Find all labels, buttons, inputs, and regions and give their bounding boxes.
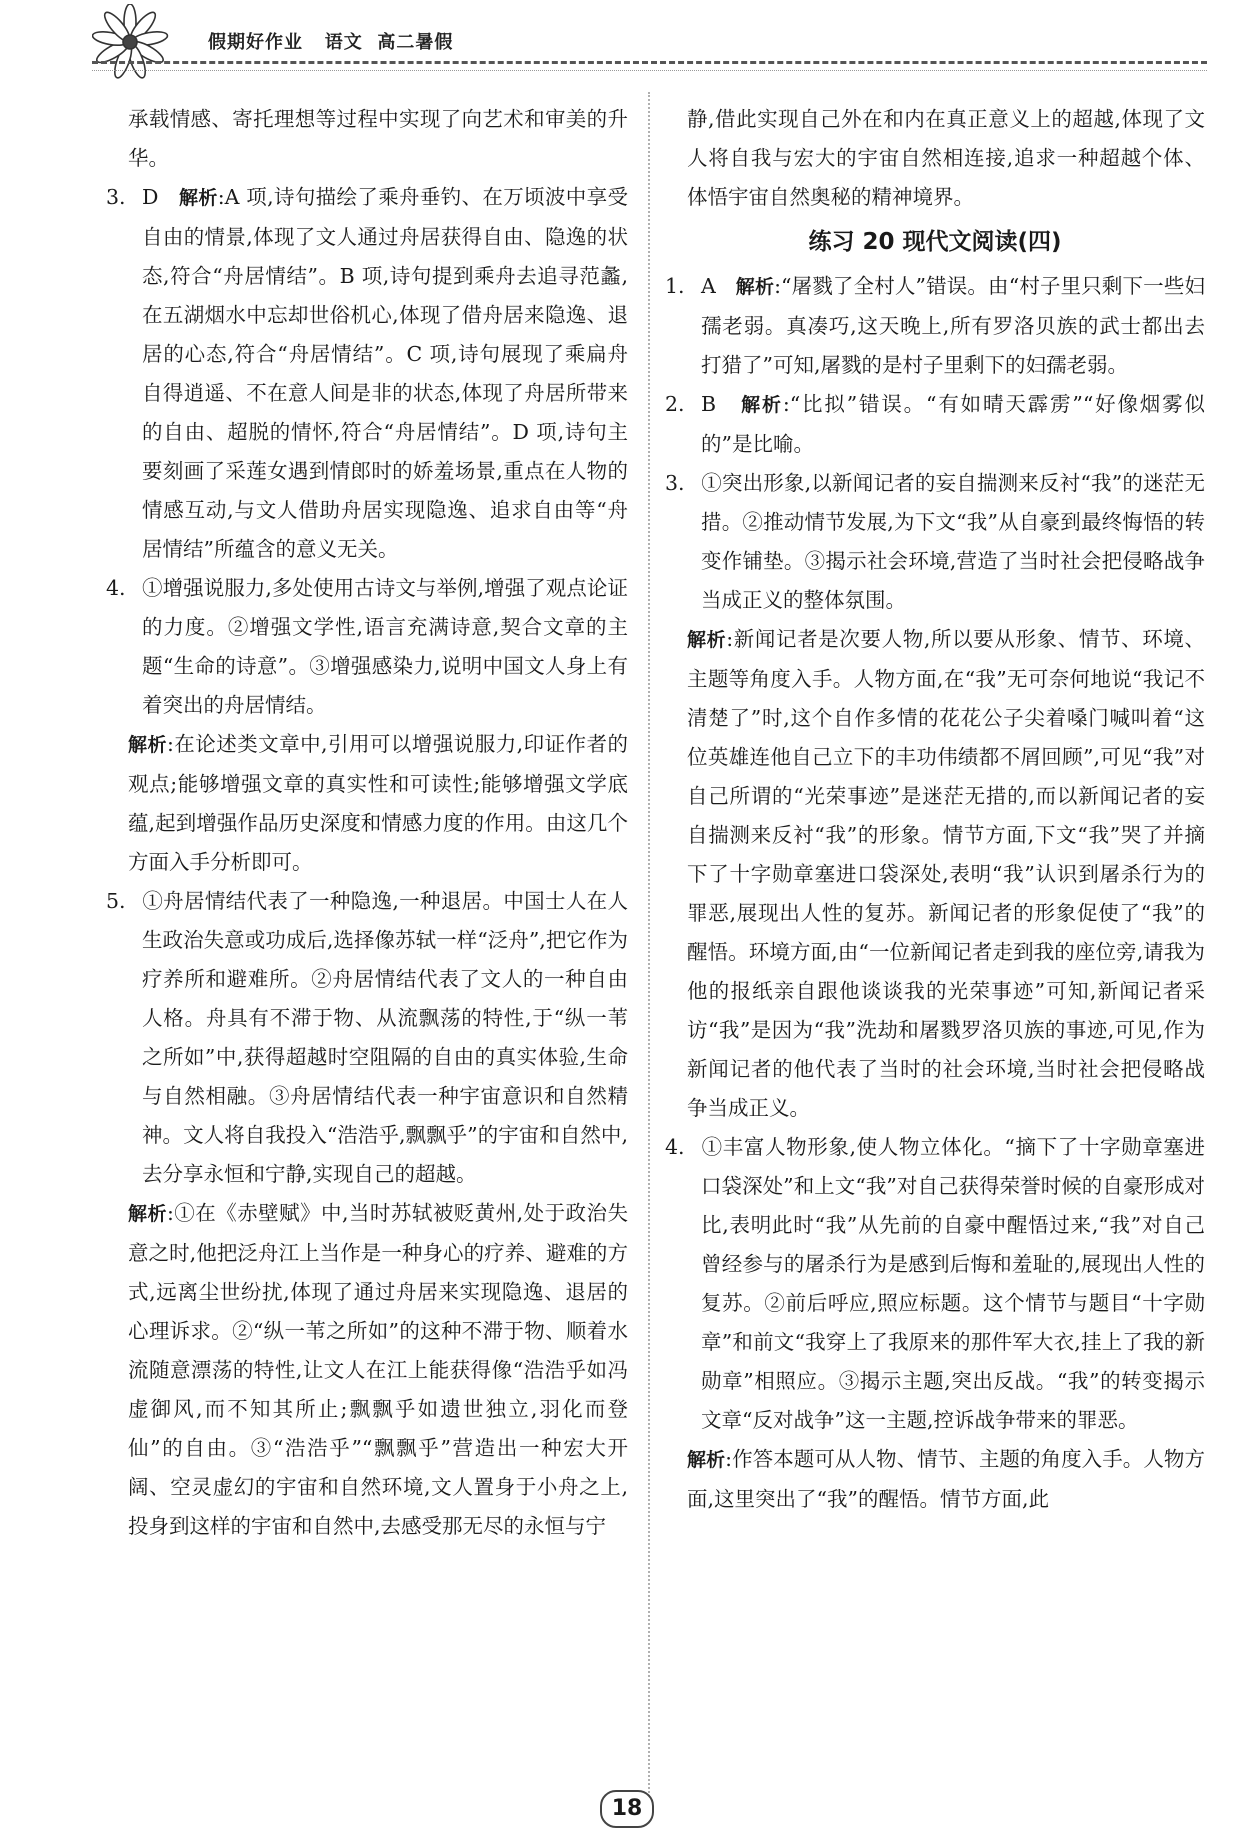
column-divider xyxy=(648,92,650,1817)
header-dotted-rule xyxy=(92,70,1207,71)
analysis-text: :“比拟”错误。“有如晴天霹雳”“好像烟雾似的”是比喻。 xyxy=(701,392,1205,456)
left-continued-text: 承载情感、寄托理想等过程中实现了向艺术和审美的升华。 xyxy=(128,107,628,170)
analysis-label: 解析 xyxy=(128,1203,167,1225)
answer-4-right xyxy=(665,1128,1205,1440)
right-column xyxy=(665,100,1205,1519)
analysis-text: :在论述类文章中,引用可以增强说服力,印证作者的观点;能够增强文章的真实性和可读性;能够增强文学底蕴,起到增强作品历史深度和情感力度的作用。由这几个方面入手分析即可。 xyxy=(128,732,628,874)
right-continued-text: 静,借此实现自己外在和内在真正意义上的超越,体现了文人将自我与宏大的宇宙自然相连接,追求一种超越个体、体悟宇宙自然奥秘的精神境界。 xyxy=(687,107,1205,209)
answer-text: ①舟居情结代表了一种隐逸,一种退居。中国士人在人生政治失意或功成后,选择像苏轼一样“泛舟”,把它作为疗养所和避难所。②舟居情结代表了文人的一种自由人格。舟具有不滞于物、从流飘荡的特性,于“纵一苇之所如”中,获得超越时空阻隔的自由的真实体验,生命与自然相融。③舟居情结代表一种宇宙意识和自然精神。文人将自我投入“浩浩乎,飘飘乎”的宇宙和自然中,去分享永恒和宁静,实现自己的超越。 xyxy=(142,889,628,1186)
answer-number: 1. xyxy=(665,274,685,298)
answer-text: ①丰富人物形象,使人物立体化。“摘下了十字勋章塞进口袋深处”和上文“我”对自己获得荣誉时候的自豪形成对比,表明此时“我”从先前的自豪中醒悟过来,“我”对自己曾经参与的屠杀行为是感到后悔和羞耻的,展现出人性的复苏。②前后呼应,照应标题。这个情节与题目“十字勋章”和前文“我穿上了我原来的那件军大衣,挂上了我的新勋章”相照应。③揭示主题,突出反战。“我”的转变揭示文章“反对战争”这一主题,控诉战争带来的罪恶。 xyxy=(701,1135,1205,1432)
analysis-label: 解析 xyxy=(687,1449,726,1471)
answer-3-analysis xyxy=(665,620,1205,1128)
left-column xyxy=(106,100,628,1546)
analysis-label: 解析 xyxy=(179,187,218,209)
answer-4-right-analysis xyxy=(665,1440,1205,1519)
answer-choice: A xyxy=(701,274,716,298)
answer-5 xyxy=(106,882,628,1194)
answer-4-analysis xyxy=(106,725,628,882)
analysis-text: :A 项,诗句描绘了乘舟垂钓、在万顷波中享受自由的情景,体现了文人通过舟居获得自由、隐逸的状态,符合“舟居情结”。B 项,诗句提到乘舟去追寻范蠡,在五湖烟水中忘却世俗机心,体现了借舟居来隐逸、退居的心态,符合“舟居情结”。C 项,诗句展现了乘扁舟自得逍遥、不在意人间是非的状态,体现了舟居所带来的自由、超脱的情怀,符合“舟居情结”。D 项,诗句主要刻画了采莲女遇到情郎时的娇羞场景,重点在人物的情感互动,与文人借助舟居实现隐逸、追求自由等“舟居情结”所蕴含的意义无关。 xyxy=(142,185,628,561)
analysis-text: :作答本题可从人物、情节、主题的角度入手。人物方面,这里突出了“我”的醒悟。情节方面,此 xyxy=(687,1447,1205,1511)
analysis-text: :新闻记者是次要人物,所以要从形象、情节、环境、主题等角度入手。人物方面,在“我”无可奈何地说“我记不清楚了”时,这个自作多情的花花公子尖着嗓门喊叫着“这位英雄连他自己立下的丰功伟绩都不屑回顾”,可见“我”对自己所谓的“光荣事迹”是迷茫无措的,而以新闻记者的妄自揣测来反衬“我”的形象。情节方面,下文“我”哭了并摘下了十字勋章塞进口袋深处,表明“我”认识到屠杀行为的罪恶,展现出人性的复苏。新闻记者的形象促使了“我”的醒悟。环境方面,由“一位新闻记者走到我的座位旁,请我为他的报纸亲自跟他谈谈我的光荣事迹”可知,新闻记者采访“我”是因为“我”洗劫和屠戮罗洛贝族的事迹,可见,作为新闻记者的他代表了当时的社会环境,当时社会把侵略战争当成正义。 xyxy=(687,627,1205,1120)
answer-number: 5. xyxy=(106,889,126,913)
answer-number: 2. xyxy=(665,392,685,416)
flower-logo-icon xyxy=(92,4,182,84)
answer-4 xyxy=(106,569,628,725)
answer-1 xyxy=(665,267,1205,385)
answer-text: ①增强说服力,多处使用古诗文与举例,增强了观点论证的力度。②增强文学性,语言充满诗意,契合文章的主题“生命的诗意”。③增强感染力,说明中国文人身上有着突出的舟居情结。 xyxy=(142,576,628,717)
header-dashed-rule xyxy=(92,61,1207,64)
answer-5-analysis xyxy=(106,1194,628,1546)
analysis-label: 解析 xyxy=(128,734,167,756)
answer-choice: B xyxy=(701,392,717,416)
header-title: 假期好作业 语文 高二暑假 xyxy=(208,32,454,53)
answer-text: ①突出形象,以新闻记者的妄自揣测来反衬“我”的迷茫无措。②推动情节发展,为下文“我”从自豪到最终悔悟的转变作铺垫。③揭示社会环境,营造了当时社会把侵略战争当成正义的整体氛围。 xyxy=(701,471,1205,612)
analysis-text: :“屠戮了全村人”错误。由“村子里只剩下一些妇孺老弱。真凑巧,这天晚上,所有罗洛贝族的武士都出去打猎了”可知,屠戮的是村子里剩下的妇孺老弱。 xyxy=(701,274,1205,377)
section-title: 练习 20 现代文阅读(四) xyxy=(808,229,1062,255)
analysis-label: 解析 xyxy=(741,394,783,416)
answer-2 xyxy=(665,385,1205,464)
answer-3 xyxy=(106,178,628,569)
answer-3-right xyxy=(665,464,1205,620)
answer-number: 3. xyxy=(665,471,685,495)
analysis-label: 解析 xyxy=(687,629,727,651)
answer-choice: D xyxy=(142,185,159,209)
answer-number: 4. xyxy=(106,576,126,600)
analysis-label: 解析 xyxy=(735,276,775,298)
page-number: 18 xyxy=(600,1790,654,1828)
answer-number: 3. xyxy=(106,185,126,209)
analysis-text: :①在《赤壁赋》中,当时苏轼被贬黄州,处于政治失意之时,他把泛舟江上当作是一种身心的疗养、避难的方式,远离尘世纷扰,体现了通过舟居来实现隐逸、退居的心理诉求。②“纵一苇之所如”的这种不滞于物、顺着水流随意漂荡的特性,让文人在江上能获得像“浩浩乎如冯虚御风,而不知其所止;飘飘乎如遗世独立,羽化而登仙”的自由。③“浩浩乎”“飘飘乎”营造出一种宏大开阔、空灵虚幻的宇宙和自然环境,文人置身于小舟之上,投身到这样的宇宙和自然中,去感受那无尽的永恒与宁 xyxy=(128,1201,628,1538)
page-header xyxy=(0,0,1250,90)
answer-number: 4. xyxy=(665,1135,685,1159)
